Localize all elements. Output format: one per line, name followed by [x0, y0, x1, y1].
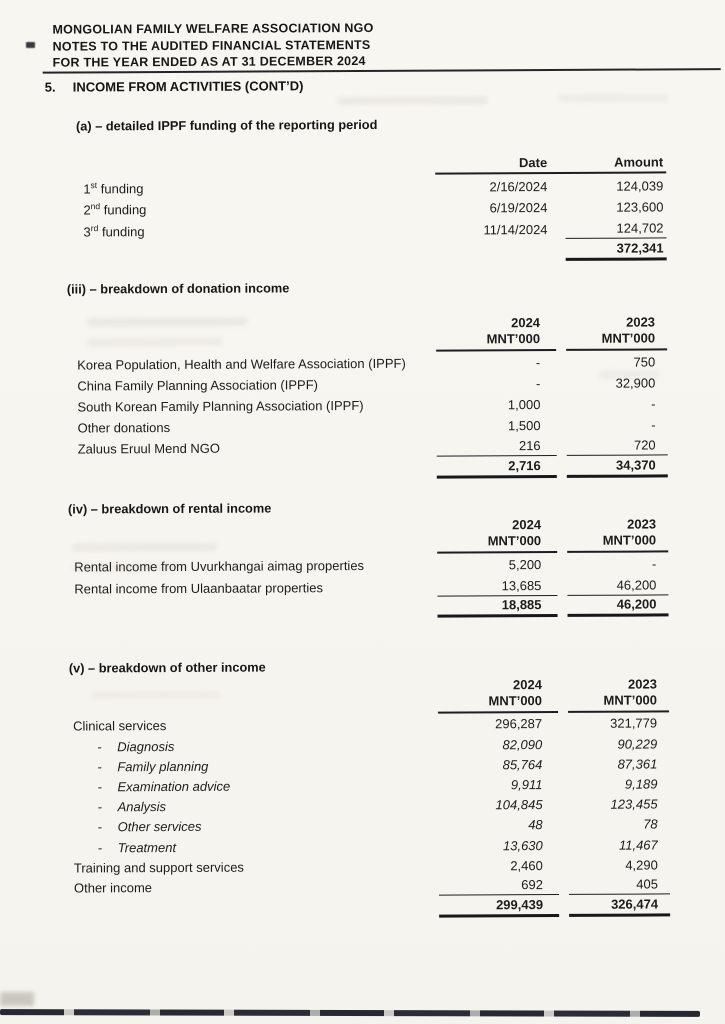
dash-bullet: -: [97, 819, 103, 835]
donation-table: [69, 310, 668, 480]
value-2024-cell: 1,000: [507, 397, 541, 413]
dash-bullet: -: [97, 839, 103, 855]
value-2023-cell: -: [651, 417, 656, 433]
unit-label: MNT’000: [601, 330, 656, 346]
value-2023-cell: 720: [567, 437, 668, 456]
label-text: Other services: [117, 819, 202, 835]
ordinal-suffix: nd: [90, 201, 101, 212]
value-2024-cell: 13,630: [502, 837, 543, 853]
year-label: 2024: [512, 516, 542, 532]
empty-cell: [71, 616, 438, 620]
total-2023-cell: 34,370: [567, 457, 668, 478]
funding-row-label: [83, 201, 435, 220]
header-line-notes: NOTES TO THE AUDITED FINANCIAL STATEMENTS: [52, 37, 371, 54]
total-2023-cell: 46,200: [567, 596, 668, 617]
ordinal-suffix: rd: [90, 222, 99, 233]
value-2023-cell: 46,200: [567, 577, 668, 596]
rental-label: Rental income from Uvurkhangai aimag properties: [74, 557, 365, 575]
service-sublabel: [71, 737, 438, 756]
value-2023-cell: 9,189: [624, 776, 658, 792]
funding-total-amount: 372,341: [566, 240, 667, 261]
value-2024-cell: 48: [528, 817, 543, 833]
value-2023-cell: 78: [643, 816, 658, 832]
amount-cell: 124,702: [565, 220, 666, 239]
total-2024-cell: 18,885: [437, 597, 557, 618]
service-label: Training and support services: [73, 859, 244, 876]
year-label: 2023: [627, 515, 657, 532]
value-2024-cell: -: [535, 376, 541, 392]
year-label: 2023: [626, 314, 656, 330]
bleed-through-mark: [72, 563, 187, 572]
table-row: [71, 753, 669, 776]
value-2023-cell: -: [651, 556, 657, 572]
value-2024-cell: 2,460: [510, 857, 543, 873]
service-sublabel: [71, 778, 438, 797]
unit-label: MNT’000: [488, 693, 543, 709]
year-2023-header: [568, 673, 669, 714]
value-2024-cell: 216: [437, 438, 557, 457]
service-sublabel: [72, 818, 439, 837]
label-text: funding: [98, 223, 145, 239]
funding-subheading: (a) – detailed IPPF funding of the reporting period: [75, 116, 378, 134]
table-row: [69, 350, 667, 374]
donation-header-row: [69, 310, 667, 353]
dash-bullet: -: [97, 759, 102, 775]
table-row: [69, 371, 667, 395]
dash-bullet: -: [97, 738, 102, 754]
rental-total-row: [70, 595, 668, 620]
unit-label: MNT’000: [603, 692, 658, 708]
bleed-through-mark: [338, 96, 488, 105]
document-header: [52, 20, 373, 71]
ordinal: 2: [83, 202, 91, 218]
value-2024-cell: 104,845: [495, 797, 543, 813]
header-line-org: MONGOLIAN FAMILY WELFARE ASSOCIATION NGO: [52, 20, 374, 37]
scan-smear: [0, 992, 34, 1006]
label-text: Diagnosis: [117, 738, 175, 754]
year-label: 2024: [511, 315, 541, 331]
date-cell: 11/14/2024: [483, 221, 548, 237]
table-row: [83, 195, 666, 220]
value-2023-cell: 405: [569, 876, 670, 895]
total-2023-cell: 326,474: [569, 896, 670, 917]
unit-label: MNT’000: [487, 532, 542, 548]
label-text: funding: [100, 202, 147, 218]
donor-label: China Family Planning Association (IPPF): [77, 377, 318, 394]
table-row: [71, 773, 669, 796]
value-2023-cell: 90,229: [617, 736, 658, 752]
table-row: [72, 814, 670, 837]
funding-total-row: [84, 238, 667, 263]
label-text: Treatment: [117, 839, 177, 855]
bleed-through-mark: [558, 93, 668, 102]
rental-subheading: (iv) – breakdown of rental income: [67, 500, 272, 517]
table-row: [70, 573, 668, 598]
value-2024-cell: -: [535, 355, 541, 371]
value-2024-cell: 5,200: [508, 557, 542, 573]
total-2024-cell: 299,439: [439, 897, 559, 918]
value-2023-cell: -: [651, 396, 656, 412]
donation-total-row: [70, 455, 668, 480]
empty-cell: [72, 915, 439, 919]
bleed-through-mark: [599, 370, 659, 378]
bleed-through-mark: [72, 543, 217, 552]
amount-cell: 124,039: [616, 177, 664, 194]
date-cell: 6/19/2024: [489, 200, 548, 216]
donor-label: Other donations: [77, 420, 171, 436]
ordinal: 1: [83, 180, 91, 196]
rental-label: Rental income from Ulaanbaatar properties: [74, 579, 324, 597]
value-2024-cell: 296,287: [495, 716, 543, 732]
other-subheading: (v) – breakdown of other income: [68, 659, 266, 676]
table-row: [83, 173, 666, 198]
other-total-row: [72, 894, 670, 919]
donor-label: Zaluus Eruul Mend NGO: [77, 440, 221, 457]
value-2024-cell: 13,685: [437, 577, 557, 596]
service-sublabel: [72, 798, 439, 817]
donor-label: Korea Population, Health and Welfare Association (IPPF): [77, 355, 406, 373]
year-2024-header: [437, 512, 557, 553]
label-text: Family planning: [117, 758, 209, 775]
value-2024-cell: 9,911: [510, 776, 543, 793]
year-2024-header: [438, 673, 558, 714]
year-label: 2023: [627, 676, 657, 692]
value-2023-cell: 32,900: [615, 375, 656, 391]
dash-bullet: -: [97, 799, 102, 815]
dash-bullet: -: [97, 779, 102, 795]
date-cell: 2/16/2024: [489, 178, 548, 194]
bleed-through-mark: [87, 338, 222, 347]
section-heading: [45, 78, 304, 94]
label-text: Analysis: [117, 799, 167, 815]
funding-table: [83, 150, 667, 263]
column-gap: [555, 155, 565, 172]
empty-cell: [84, 259, 436, 263]
year-2024-header: [436, 311, 556, 352]
scan-mark: [26, 42, 35, 48]
table-row: [72, 874, 670, 897]
donation-subheading: (iii) – breakdown of donation income: [66, 280, 290, 297]
value-2024-cell: 692: [439, 877, 559, 896]
table-row: [71, 713, 669, 736]
table-row: [72, 854, 670, 877]
service-sublabel: [72, 838, 439, 857]
value-2024-cell: 85,764: [502, 756, 543, 773]
funding-row-label: [83, 222, 435, 241]
value-2023-cell: 750: [633, 354, 656, 370]
value-2023-cell: 11,467: [618, 836, 658, 853]
service-sublabel: [71, 757, 438, 776]
date-column-header: Date: [518, 155, 548, 171]
header-line-period: FOR THE YEAR ENDED AS AT 31 DECEMBER 2024: [52, 53, 366, 70]
value-2024-cell: 82,090: [502, 736, 543, 752]
ordinal: 3: [83, 223, 91, 239]
funding-header-columns: [435, 154, 666, 174]
ordinal-suffix: st: [90, 179, 98, 190]
amount-column-header: Amount: [614, 154, 664, 170]
unit-label: MNT’000: [602, 531, 657, 548]
table-row: [69, 413, 667, 437]
table-row: [71, 793, 669, 816]
value-2023-cell: 4,290: [625, 857, 658, 873]
empty-cell: [70, 477, 437, 481]
section-title: INCOME FROM ACTIVITIES (CONT’D): [72, 78, 304, 95]
table-row: [83, 216, 666, 241]
year-2023-header: [567, 512, 668, 553]
year-2023-header: [566, 310, 667, 351]
table-row: [69, 392, 667, 416]
bleed-through-mark: [87, 318, 247, 327]
other-income-table: [71, 676, 670, 919]
amount-cell: 123,600: [616, 199, 664, 215]
funding-row-label: [83, 179, 435, 198]
value-2023-cell: 123,455: [610, 796, 658, 812]
service-label: Other income: [73, 879, 153, 896]
table-row: [72, 834, 670, 857]
unit-label: MNT’000: [486, 331, 541, 347]
value-2023-cell: 321,779: [610, 715, 658, 732]
bleed-through-mark: [91, 691, 221, 700]
funding-header-row: [83, 150, 666, 176]
table-row: [70, 434, 668, 458]
donor-label: South Korean Family Planning Association (IPPF): [77, 397, 364, 415]
empty-cell: [436, 258, 556, 261]
year-label: 2024: [512, 677, 542, 693]
label-text: funding: [97, 180, 144, 196]
table-row: [71, 733, 669, 756]
section-number: 5.: [44, 79, 56, 95]
value-2024-cell: 1,500: [507, 418, 541, 434]
total-2024-cell: 2,716: [437, 458, 557, 479]
value-2023-cell: 87,361: [617, 756, 658, 772]
service-label: Clinical services: [73, 718, 167, 734]
label-text: Examination advice: [117, 778, 231, 795]
